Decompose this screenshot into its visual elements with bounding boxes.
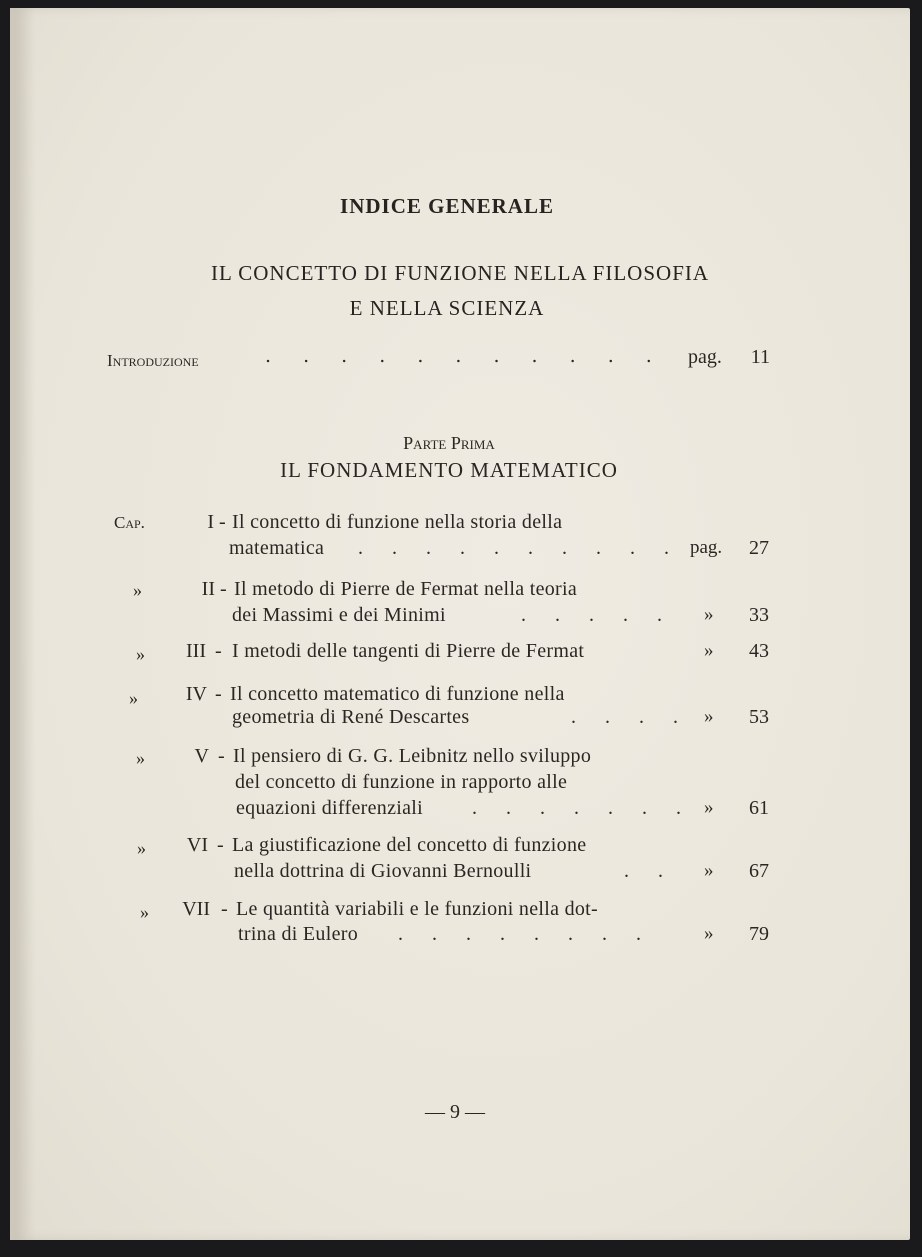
chapter-leader: . . . . . . . . . . (358, 537, 681, 559)
chapter-title-line: Il metodo di Pierre de Fermat nella teoria (234, 578, 578, 600)
chapter-leader: . . . . . (521, 604, 674, 626)
index-title: INDICE GENERALE (340, 194, 554, 218)
chapter-prefix: » (129, 688, 138, 708)
chapter-dash: - (220, 578, 227, 600)
chapter-prefix: » (136, 748, 145, 768)
chapter-title-line: Le quantità variabili e le funzioni nella dot- (236, 898, 599, 920)
chapter-title-line: I metodi delle tangenti di Pierre de Fermat (232, 640, 585, 662)
chapter-page-number: 53 (749, 706, 769, 728)
chapter-dash: - (218, 745, 225, 767)
chapter-page-number: 33 (749, 604, 769, 626)
chapter-page-number: 27 (749, 537, 769, 559)
chapter-number: VI (186, 834, 208, 856)
chapter-prefix: Cap. (114, 513, 145, 532)
chapter-page-prefix: » (704, 640, 714, 661)
part-label: Parte Prima (403, 433, 495, 453)
chapter-page-prefix: » (704, 797, 714, 818)
book-page (10, 8, 910, 1240)
chapter-title-line: dei Massimi e dei Minimi (232, 604, 446, 626)
chapter-page-number: 79 (749, 923, 769, 945)
chapter-title-line: La giustificazione del concetto di funzione (232, 834, 587, 856)
chapter-title-line: del concetto di funzione in rapporto alle (235, 771, 568, 793)
chapter-dash: - (215, 683, 222, 705)
chapter-number: V (194, 745, 209, 767)
chapter-title-line: Il concetto di funzione nella storia della (232, 511, 563, 533)
chapter-prefix: » (136, 644, 145, 664)
page-gutter-shadow (10, 8, 36, 1240)
chapter-prefix: » (140, 902, 149, 922)
chapter-title-line: equazioni differenziali (236, 797, 423, 819)
chapter-prefix: » (133, 580, 142, 600)
chapter-page-number: 61 (749, 797, 769, 819)
chapter-title-line: trina di Eulero (238, 923, 359, 945)
chapter-title-line: Il concetto matematico di funzione nella (230, 683, 565, 705)
book-title-line-1: IL CONCETTO DI FUNZIONE NELLA FILOSOFIA (210, 261, 710, 285)
page-folio: — 9 — (425, 1101, 485, 1123)
chapter-leader: . . (624, 860, 675, 882)
chapter-number: II (201, 578, 215, 600)
chapter-number: III (186, 640, 206, 662)
chapter-page-prefix: pag. (690, 537, 723, 558)
chapter-number: IV (185, 683, 207, 705)
part-title: IL FONDAMENTO MATEMATICO (280, 458, 618, 482)
introduction-pag-label: pag. (688, 346, 722, 368)
chapter-leader: . . . . . . . (472, 797, 693, 819)
chapter-dash: - (215, 640, 222, 662)
chapter-page-prefix: » (704, 604, 714, 625)
chapter-leader: . . . . (571, 706, 690, 728)
chapter-page-number: 67 (749, 860, 769, 882)
chapter-dash: - (217, 834, 224, 856)
chapter-title-line: matematica (229, 537, 325, 559)
chapter-page-prefix: » (704, 860, 714, 881)
chapter-title-line: nella dottrina di Giovanni Bernoulli (234, 860, 532, 882)
chapter-dash: - (219, 511, 226, 533)
chapter-title-line: geometria di René Descartes (232, 706, 470, 728)
chapter-dash: - (221, 898, 228, 920)
chapter-number: I (207, 511, 214, 533)
book-title-line-2: E NELLA SCIENZA (349, 296, 545, 320)
introduction-leader: . . . . . . . . . . . (265, 345, 665, 367)
chapter-leader: . . . . . . . . (398, 923, 653, 945)
chapter-number: VII (182, 898, 210, 920)
chapter-page-prefix: » (704, 706, 714, 727)
chapter-prefix: » (137, 838, 146, 858)
chapter-page-prefix: » (704, 923, 714, 944)
chapter-page-number: 43 (749, 640, 769, 662)
introduction-label: Introduzione (107, 351, 199, 370)
introduction-page-number: 11 (750, 346, 770, 368)
chapter-title-line: Il pensiero di G. G. Leibnitz nello sviluppo (233, 745, 592, 767)
